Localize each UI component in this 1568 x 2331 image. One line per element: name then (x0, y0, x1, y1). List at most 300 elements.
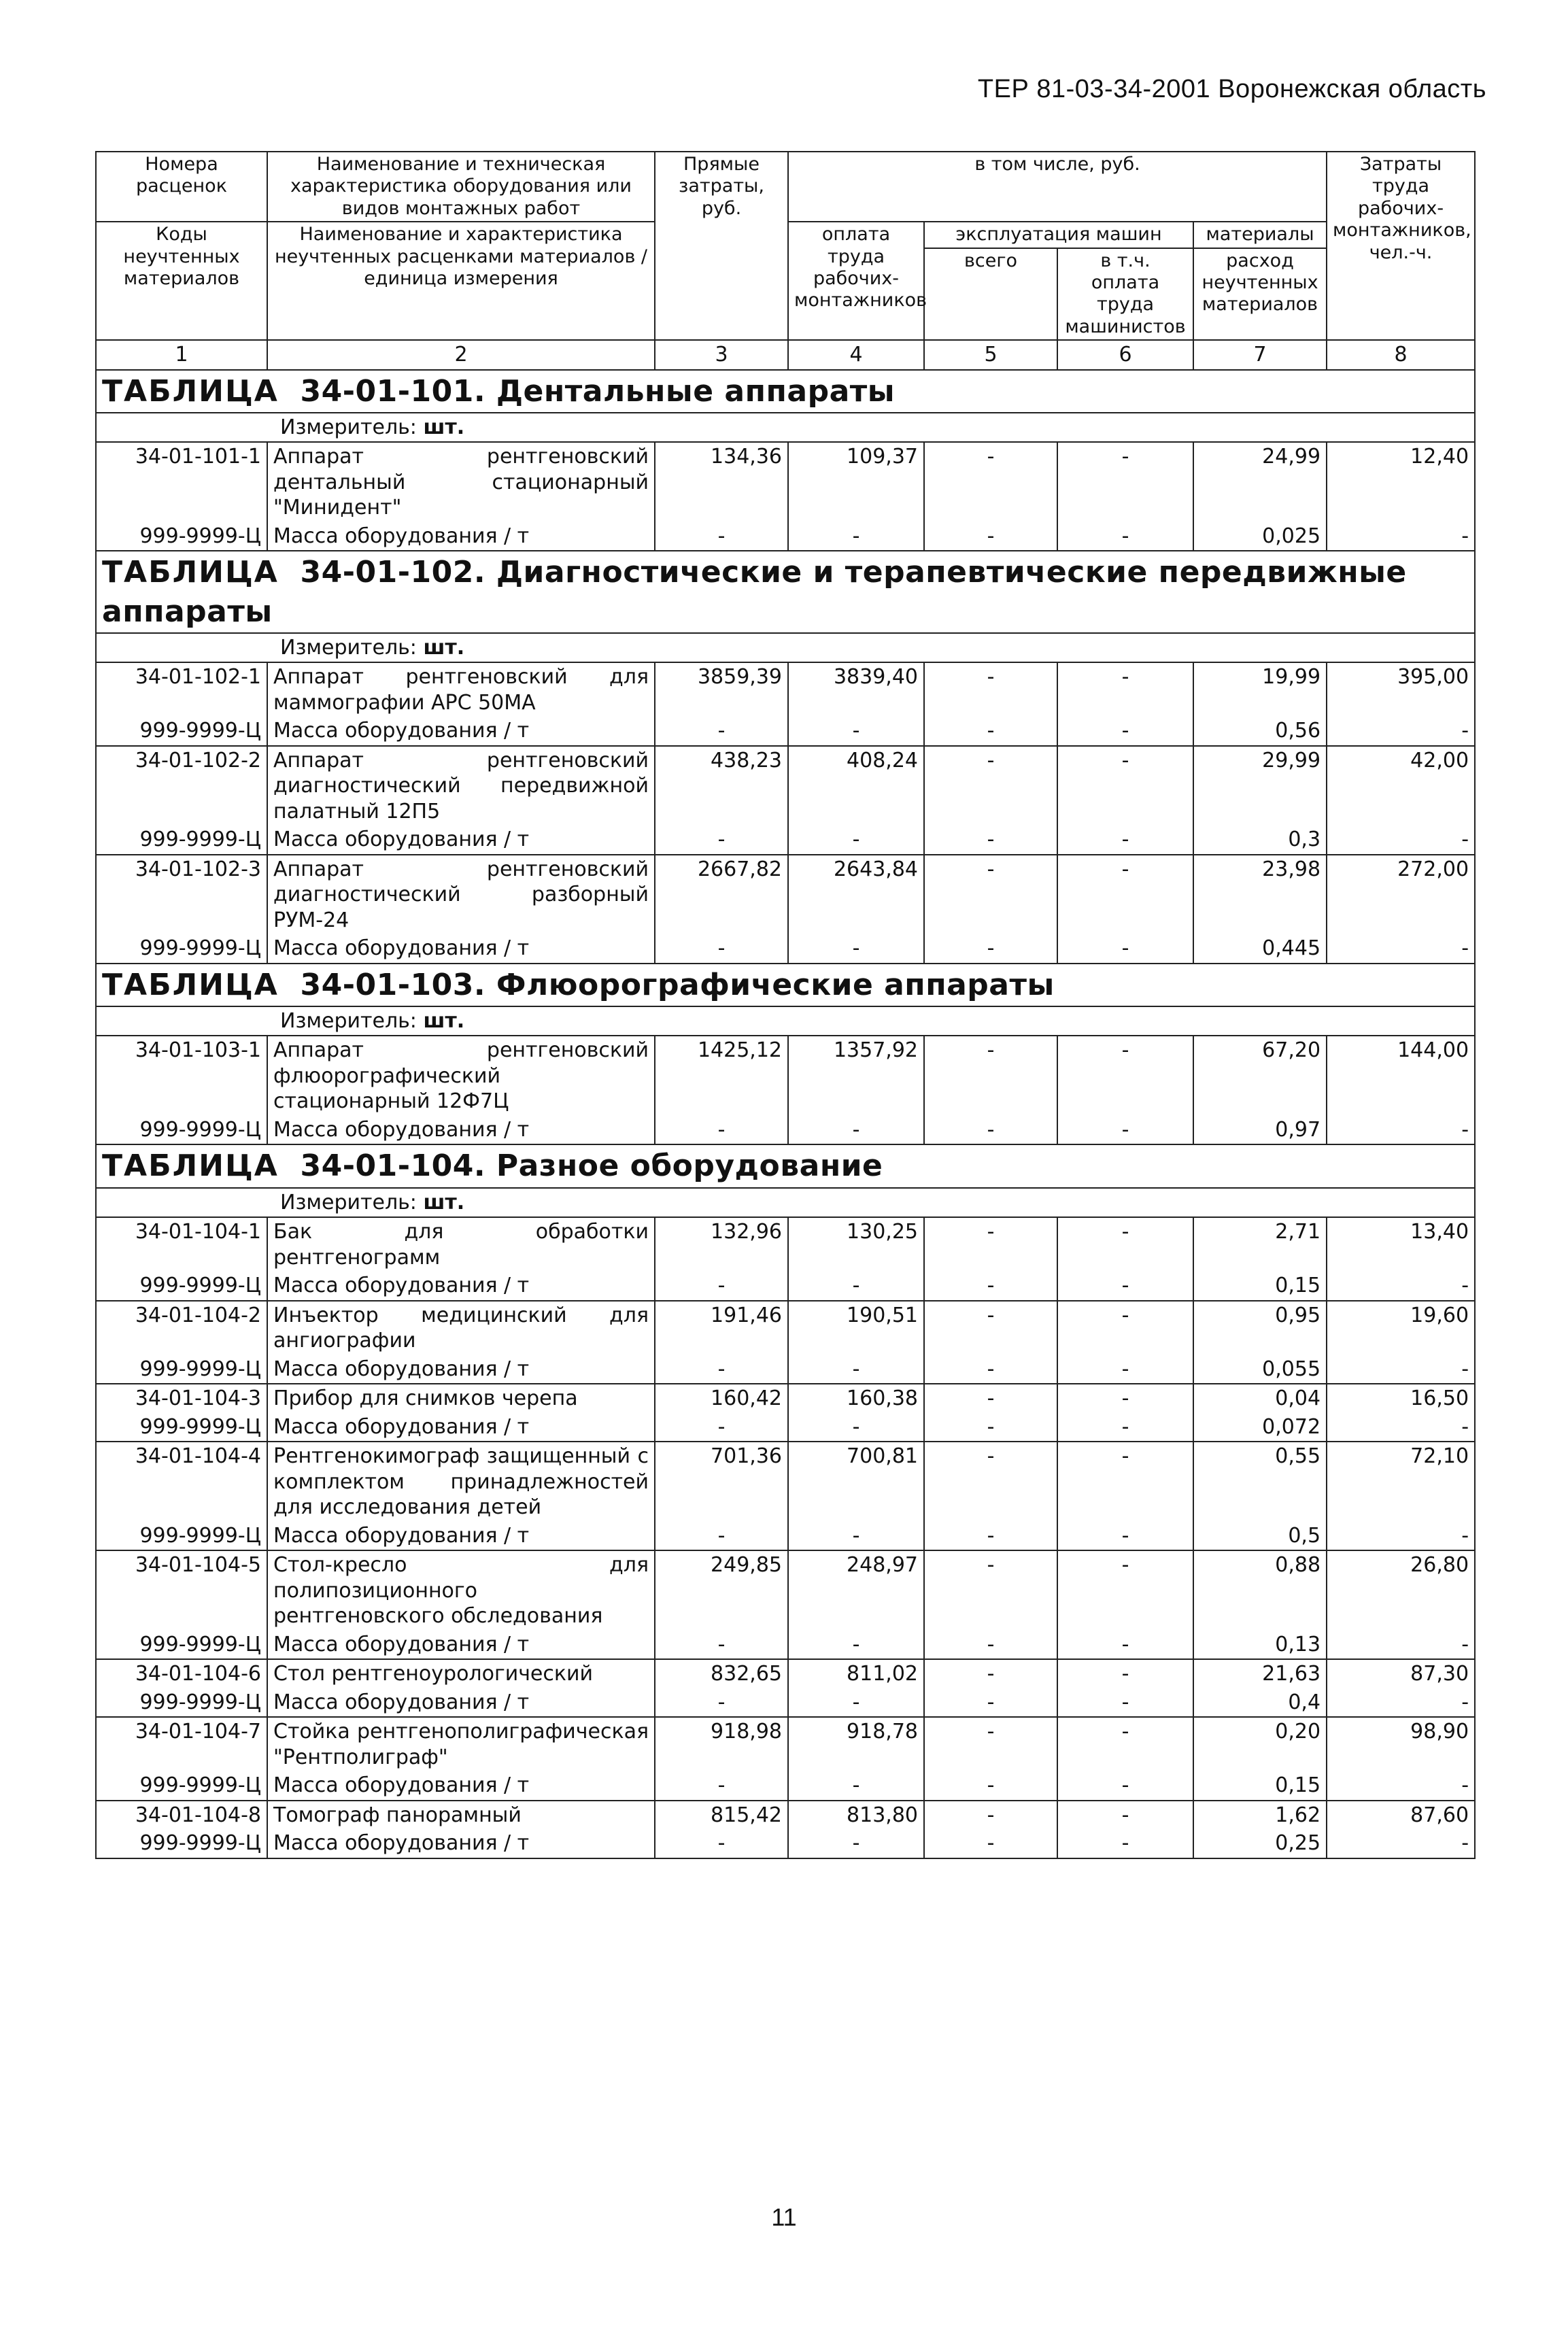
material-row (96, 1413, 1475, 1442)
materials-cost: 19,99 (1193, 662, 1327, 717)
material-consumption: 0,025 (1193, 522, 1327, 551)
direct-costs: 1425,12 (655, 1036, 788, 1116)
material-consumption: 0,15 (1193, 1272, 1327, 1301)
material-consumption: 0,25 (1193, 1829, 1327, 1858)
materials-header: материалы (1193, 222, 1327, 248)
rate-code: 34-01-104-4 (96, 1442, 267, 1522)
material-row (96, 1688, 1475, 1718)
rate-row (96, 855, 1475, 935)
direct-costs: 438,23 (655, 746, 788, 826)
col7-header: расход неучтенных материалов (1193, 248, 1327, 341)
materials-cost: 0,20 (1193, 1717, 1327, 1771)
header-row-1 (96, 152, 1475, 222)
material-consumption: 0,5 (1193, 1522, 1327, 1551)
column-number: 8 (1327, 340, 1475, 370)
material-machinists: - (1057, 826, 1193, 855)
unit-line (102, 635, 1469, 661)
material-direct: - (655, 1688, 788, 1718)
material-labor: - (788, 1688, 924, 1718)
material-name: Масса оборудования / т (267, 826, 655, 855)
section-label: ТАБЛИЦА (102, 1149, 279, 1184)
rates-table (95, 151, 1476, 1859)
rate-name: Прибор для снимков черепа (267, 1384, 655, 1413)
labor-hours: 12,40 (1327, 442, 1475, 522)
rate-code: 34-01-104-6 (96, 1659, 267, 1688)
material-row (96, 1829, 1475, 1858)
labor-cost: 3839,40 (788, 662, 924, 717)
material-name: Масса оборудования / т (267, 1522, 655, 1551)
material-labor: - (788, 1631, 924, 1660)
machinists-cost: - (1057, 1550, 1193, 1631)
including-header: в том числе, руб. (788, 152, 1327, 222)
direct-costs: 191,46 (655, 1301, 788, 1355)
material-machinists: - (1057, 1631, 1193, 1660)
rate-row (96, 1384, 1475, 1413)
section-name: 34-01-101. Дентальные аппараты (300, 373, 896, 409)
unit-row (96, 633, 1475, 663)
rate-row (96, 1217, 1475, 1272)
labor-hours: 87,60 (1327, 1801, 1475, 1830)
rate-name: Бак для обработки рентгенограмм (267, 1217, 655, 1272)
machines-total: - (924, 1442, 1057, 1522)
material-labor: - (788, 1771, 924, 1801)
col1-bottom-header: Коды неучтенных материалов (96, 222, 267, 340)
material-hours: - (1327, 1413, 1475, 1442)
rate-code: 34-01-101-1 (96, 442, 267, 522)
unit-value: шт. (423, 415, 465, 439)
material-row (96, 717, 1475, 746)
unit-label: Измеритель: (280, 415, 417, 439)
unit-line (102, 1190, 1469, 1216)
material-code: 999-9999-Ц (96, 1413, 267, 1442)
col6-header: в т.ч. оплата труда машинистов (1057, 248, 1193, 341)
machinists-cost: - (1057, 1659, 1193, 1688)
unit-cell (96, 633, 1475, 663)
material-machinists: - (1057, 1688, 1193, 1718)
rate-code: 34-01-104-5 (96, 1550, 267, 1631)
material-hours: - (1327, 717, 1475, 746)
material-machines: - (924, 1688, 1057, 1718)
machinists-cost: - (1057, 662, 1193, 717)
rate-row (96, 746, 1475, 826)
material-consumption: 0,3 (1193, 826, 1327, 855)
material-code: 999-9999-Ц (96, 1631, 267, 1660)
rate-row (96, 1801, 1475, 1830)
material-consumption: 0,072 (1193, 1413, 1327, 1442)
rate-name: Аппарат рентгеновский диагностический разборный РУМ-24 (267, 855, 655, 935)
material-machinists: - (1057, 1355, 1193, 1384)
material-hours: - (1327, 1829, 1475, 1858)
page-number: 11 (771, 2203, 797, 2231)
rate-name: Аппарат рентгеновский для маммографии АРС 50МА (267, 662, 655, 717)
material-hours: - (1327, 826, 1475, 855)
material-name: Масса оборудования / т (267, 1355, 655, 1384)
material-name: Масса оборудования / т (267, 1272, 655, 1301)
material-direct: - (655, 1413, 788, 1442)
materials-cost: 29,99 (1193, 746, 1327, 826)
unit-cell (96, 1188, 1475, 1218)
rate-code: 34-01-102-2 (96, 746, 267, 826)
column-number: 3 (655, 340, 788, 370)
machines-total: - (924, 1550, 1057, 1631)
section-title-cell (96, 370, 1475, 413)
direct-costs: 815,42 (655, 1801, 788, 1830)
material-machines: - (924, 826, 1057, 855)
rate-code: 34-01-102-3 (96, 855, 267, 935)
material-row (96, 1272, 1475, 1301)
direct-costs: 701,36 (655, 1442, 788, 1522)
materials-cost: 2,71 (1193, 1217, 1327, 1272)
material-hours: - (1327, 934, 1475, 964)
materials-cost: 21,63 (1193, 1659, 1327, 1688)
rate-row (96, 1659, 1475, 1688)
direct-costs: 160,42 (655, 1384, 788, 1413)
machines-total: - (924, 1659, 1057, 1688)
material-direct: - (655, 934, 788, 964)
unit-cell (96, 413, 1475, 443)
material-labor: - (788, 1413, 924, 1442)
machines-total: - (924, 662, 1057, 717)
material-name: Масса оборудования / т (267, 1116, 655, 1145)
material-machines: - (924, 1355, 1057, 1384)
material-machines: - (924, 1829, 1057, 1858)
material-direct: - (655, 522, 788, 551)
rate-code: 34-01-102-1 (96, 662, 267, 717)
material-code: 999-9999-Ц (96, 1771, 267, 1801)
material-machines: - (924, 1771, 1057, 1801)
direct-costs: 3859,39 (655, 662, 788, 717)
material-direct: - (655, 1829, 788, 1858)
rate-name: Томограф панорамный (267, 1801, 655, 1830)
material-name: Масса оборудования / т (267, 1631, 655, 1660)
material-machines: - (924, 717, 1057, 746)
direct-costs: 832,65 (655, 1659, 788, 1688)
rate-name: Стол-кресло для полипозиционного рентгеновского обследования (267, 1550, 655, 1631)
unit-label: Измеритель: (280, 1008, 417, 1033)
material-code: 999-9999-Ц (96, 1688, 267, 1718)
machines-total: - (924, 442, 1057, 522)
material-machines: - (924, 522, 1057, 551)
material-name: Масса оборудования / т (267, 1413, 655, 1442)
col3-header: Прямые затраты, руб. (655, 152, 788, 340)
rates-table-body (96, 152, 1475, 1858)
section-label: ТАБЛИЦА (102, 555, 279, 590)
machinists-cost: - (1057, 1301, 1193, 1355)
rate-row (96, 1036, 1475, 1116)
rate-row (96, 1550, 1475, 1631)
section-title (102, 553, 1469, 630)
col2-bottom-header: Наименование и характеристика неучтенных расценками материалов / единица измерения (267, 222, 655, 340)
machines-header: эксплуатация машин (924, 222, 1193, 248)
materials-cost: 67,20 (1193, 1036, 1327, 1116)
material-consumption: 0,15 (1193, 1771, 1327, 1801)
material-consumption: 0,56 (1193, 717, 1327, 746)
material-row (96, 1522, 1475, 1551)
labor-cost: 130,25 (788, 1217, 924, 1272)
labor-cost: 918,78 (788, 1717, 924, 1771)
rate-code: 34-01-104-2 (96, 1301, 267, 1355)
material-row (96, 1355, 1475, 1384)
rate-name: Аппарат рентгеновский дентальный стационарный "Минидент" (267, 442, 655, 522)
labor-cost: 2643,84 (788, 855, 924, 935)
direct-costs: 132,96 (655, 1217, 788, 1272)
rate-row (96, 1301, 1475, 1355)
material-name: Масса оборудования / т (267, 1688, 655, 1718)
material-consumption: 0,445 (1193, 934, 1327, 964)
direct-costs: 2667,82 (655, 855, 788, 935)
machines-total: - (924, 1801, 1057, 1830)
unit-line (102, 415, 1469, 441)
rate-code: 34-01-104-1 (96, 1217, 267, 1272)
material-code: 999-9999-Ц (96, 826, 267, 855)
material-hours: - (1327, 1355, 1475, 1384)
section-title-row (96, 551, 1475, 632)
section-name: 34-01-102. Диагностические и терапевтические передвижные аппараты (102, 555, 1407, 629)
rate-name: Стол рентгеноурологический (267, 1659, 655, 1688)
col8-header: Затраты труда рабочих-монтажников, чел.-ч. (1327, 152, 1475, 340)
material-code: 999-9999-Ц (96, 522, 267, 551)
material-row (96, 826, 1475, 855)
col2-top-header: Наименование и техническая характеристика оборудования или видов монтажных работ (267, 152, 655, 222)
rate-code: 34-01-104-3 (96, 1384, 267, 1413)
material-code: 999-9999-Ц (96, 1829, 267, 1858)
labor-hours: 19,60 (1327, 1301, 1475, 1355)
material-labor: - (788, 1355, 924, 1384)
labor-hours: 26,80 (1327, 1550, 1475, 1631)
machinists-cost: - (1057, 746, 1193, 826)
labor-cost: 408,24 (788, 746, 924, 826)
material-labor: - (788, 1272, 924, 1301)
materials-cost: 23,98 (1193, 855, 1327, 935)
machinists-cost: - (1057, 1801, 1193, 1830)
material-name: Масса оборудования / т (267, 717, 655, 746)
rate-row (96, 1717, 1475, 1771)
material-direct: - (655, 717, 788, 746)
unit-row (96, 1006, 1475, 1036)
material-machines: - (924, 1631, 1057, 1660)
material-labor: - (788, 1829, 924, 1858)
document-header: ТЕР 81-03-34-2001 Воронежская область (977, 75, 1486, 103)
material-machinists: - (1057, 522, 1193, 551)
materials-cost: 0,95 (1193, 1301, 1327, 1355)
material-code: 999-9999-Ц (96, 1272, 267, 1301)
labor-cost: 700,81 (788, 1442, 924, 1522)
col4-header: оплата труда рабочих-монтажников (788, 222, 924, 340)
material-machinists: - (1057, 717, 1193, 746)
machinists-cost: - (1057, 1717, 1193, 1771)
labor-hours: 395,00 (1327, 662, 1475, 717)
unit-value: шт. (423, 1008, 465, 1033)
machines-total: - (924, 746, 1057, 826)
material-direct: - (655, 1522, 788, 1551)
material-machines: - (924, 1116, 1057, 1145)
machines-total: - (924, 1217, 1057, 1272)
labor-hours: 13,40 (1327, 1217, 1475, 1272)
rate-row (96, 1442, 1475, 1522)
unit-row (96, 413, 1475, 443)
material-code: 999-9999-Ц (96, 1522, 267, 1551)
materials-cost: 1,62 (1193, 1801, 1327, 1830)
rate-row (96, 442, 1475, 522)
section-title-cell (96, 1144, 1475, 1187)
material-hours: - (1327, 1522, 1475, 1551)
machinists-cost: - (1057, 1217, 1193, 1272)
material-row (96, 1116, 1475, 1145)
unit-label: Измеритель: (280, 1190, 417, 1214)
section-title-row (96, 964, 1475, 1006)
rate-code: 34-01-103-1 (96, 1036, 267, 1116)
material-consumption: 0,055 (1193, 1355, 1327, 1384)
rate-name: Рентгенокимограф защищенный с комплектом принадлежностей для исследования детей (267, 1442, 655, 1522)
material-row (96, 522, 1475, 551)
unit-label: Измеритель: (280, 635, 417, 660)
unit-value: шт. (423, 1190, 465, 1214)
unit-value: шт. (423, 635, 465, 660)
section-title (102, 372, 1469, 411)
rate-name: Аппарат рентгеновский диагностический передвижной палатный 12П5 (267, 746, 655, 826)
column-number: 1 (96, 340, 267, 370)
material-name: Масса оборудования / т (267, 1829, 655, 1858)
labor-cost: 811,02 (788, 1659, 924, 1688)
rate-name: Инъектор медицинский для ангиографии (267, 1301, 655, 1355)
rate-name: Стойка рентгенополиграфическая "Рентполиграф" (267, 1717, 655, 1771)
material-direct: - (655, 1272, 788, 1301)
material-hours: - (1327, 1116, 1475, 1145)
material-machinists: - (1057, 1829, 1193, 1858)
materials-cost: 0,88 (1193, 1550, 1327, 1631)
material-hours: - (1327, 1771, 1475, 1801)
material-name: Масса оборудования / т (267, 1771, 655, 1801)
section-title (102, 1146, 1469, 1185)
column-numbers-row (96, 340, 1475, 370)
labor-cost: 813,80 (788, 1801, 924, 1830)
rate-name: Аппарат рентгеновский флюорографический стационарный 12Ф7Ц (267, 1036, 655, 1116)
material-labor: - (788, 1522, 924, 1551)
column-number: 5 (924, 340, 1057, 370)
material-hours: - (1327, 522, 1475, 551)
material-code: 999-9999-Ц (96, 1116, 267, 1145)
column-number: 7 (1193, 340, 1327, 370)
column-number: 6 (1057, 340, 1193, 370)
section-title-cell (96, 551, 1475, 632)
material-code: 999-9999-Ц (96, 1355, 267, 1384)
material-labor: - (788, 522, 924, 551)
material-machines: - (924, 934, 1057, 964)
material-hours: - (1327, 1688, 1475, 1718)
labor-hours: 272,00 (1327, 855, 1475, 935)
material-direct: - (655, 1631, 788, 1660)
material-name: Масса оборудования / т (267, 934, 655, 964)
section-title-row (96, 370, 1475, 413)
machines-total: - (924, 1717, 1057, 1771)
section-name: 34-01-103. Флюорографические аппараты (300, 967, 1055, 1002)
material-consumption: 0,4 (1193, 1688, 1327, 1718)
materials-cost: 0,55 (1193, 1442, 1327, 1522)
col5-header: всего (924, 248, 1057, 341)
material-direct: - (655, 1771, 788, 1801)
material-hours: - (1327, 1272, 1475, 1301)
labor-cost: 160,38 (788, 1384, 924, 1413)
unit-line (102, 1008, 1469, 1034)
section-title-row (96, 1144, 1475, 1187)
material-direct: - (655, 1116, 788, 1145)
material-labor: - (788, 934, 924, 964)
materials-cost: 24,99 (1193, 442, 1327, 522)
machines-total: - (924, 1036, 1057, 1116)
material-code: 999-9999-Ц (96, 717, 267, 746)
section-title-cell (96, 964, 1475, 1006)
material-machinists: - (1057, 1522, 1193, 1551)
section-label: ТАБЛИЦА (102, 967, 279, 1002)
rate-code: 34-01-104-8 (96, 1801, 267, 1830)
machinists-cost: - (1057, 1384, 1193, 1413)
labor-hours: 42,00 (1327, 746, 1475, 826)
col1-top-header: Номера расценок (96, 152, 267, 222)
material-row (96, 934, 1475, 964)
machinists-cost: - (1057, 855, 1193, 935)
labor-cost: 1357,92 (788, 1036, 924, 1116)
machines-total: - (924, 1301, 1057, 1355)
labor-hours: 72,10 (1327, 1442, 1475, 1522)
material-labor: - (788, 717, 924, 746)
material-row (96, 1771, 1475, 1801)
direct-costs: 249,85 (655, 1550, 788, 1631)
material-machines: - (924, 1272, 1057, 1301)
material-machinists: - (1057, 1413, 1193, 1442)
section-title (102, 966, 1469, 1004)
column-number: 2 (267, 340, 655, 370)
material-name: Масса оборудования / т (267, 522, 655, 551)
direct-costs: 918,98 (655, 1717, 788, 1771)
section-label: ТАБЛИЦА (102, 373, 279, 409)
unit-cell (96, 1006, 1475, 1036)
labor-hours: 16,50 (1327, 1384, 1475, 1413)
machines-total: - (924, 1384, 1057, 1413)
labor-hours: 144,00 (1327, 1036, 1475, 1116)
machines-total: - (924, 855, 1057, 935)
material-consumption: 0,97 (1193, 1116, 1327, 1145)
rate-row (96, 662, 1475, 717)
section-name: 34-01-104. Разное оборудование (300, 1149, 883, 1184)
material-direct: - (655, 1355, 788, 1384)
material-row (96, 1631, 1475, 1660)
material-code: 999-9999-Ц (96, 934, 267, 964)
machinists-cost: - (1057, 1036, 1193, 1116)
material-machines: - (924, 1522, 1057, 1551)
material-direct: - (655, 826, 788, 855)
material-machinists: - (1057, 934, 1193, 964)
machinists-cost: - (1057, 1442, 1193, 1522)
material-labor: - (788, 826, 924, 855)
material-machinists: - (1057, 1272, 1193, 1301)
material-labor: - (788, 1116, 924, 1145)
materials-cost: 0,04 (1193, 1384, 1327, 1413)
direct-costs: 134,36 (655, 442, 788, 522)
rate-code: 34-01-104-7 (96, 1717, 267, 1771)
unit-row (96, 1188, 1475, 1218)
material-machinists: - (1057, 1116, 1193, 1145)
column-number: 4 (788, 340, 924, 370)
machinists-cost: - (1057, 442, 1193, 522)
labor-cost: 248,97 (788, 1550, 924, 1631)
labor-cost: 190,51 (788, 1301, 924, 1355)
material-machinists: - (1057, 1771, 1193, 1801)
labor-cost: 109,37 (788, 442, 924, 522)
material-consumption: 0,13 (1193, 1631, 1327, 1660)
labor-hours: 98,90 (1327, 1717, 1475, 1771)
material-machines: - (924, 1413, 1057, 1442)
material-hours: - (1327, 1631, 1475, 1660)
